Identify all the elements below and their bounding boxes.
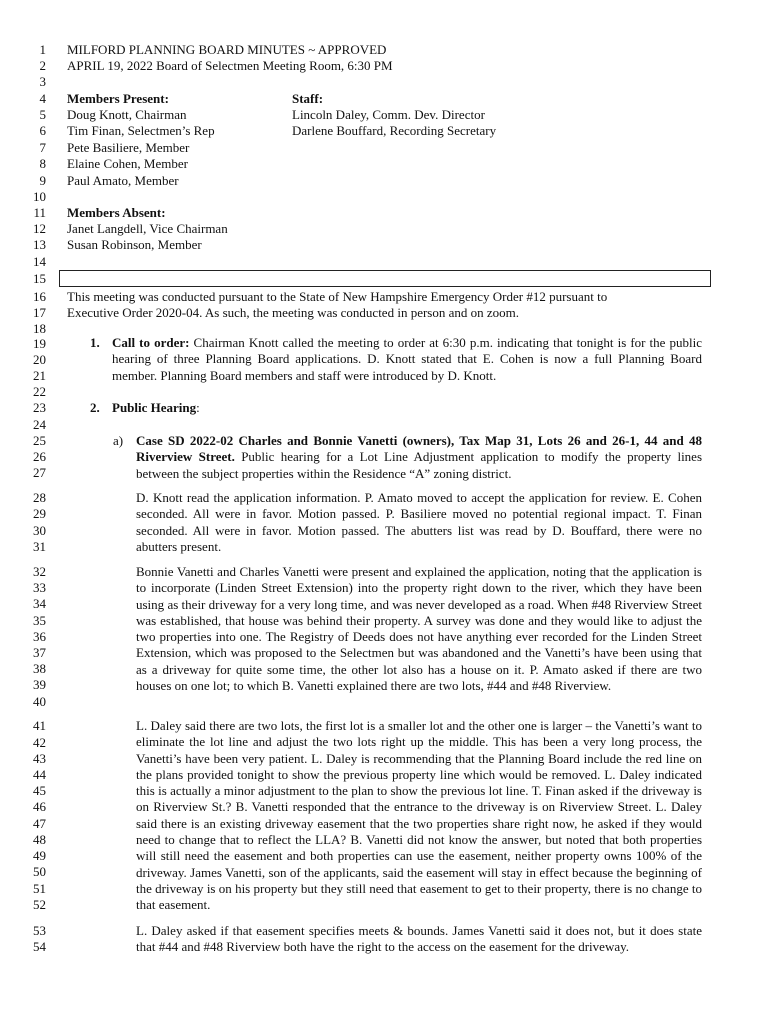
member-present: Doug Knott, Chairman bbox=[67, 107, 187, 122]
line-number: 47 bbox=[33, 816, 46, 831]
line-number: 43 bbox=[33, 751, 46, 766]
line-number: 7 bbox=[39, 140, 46, 155]
line-number: 42 bbox=[33, 735, 46, 750]
item-1-heading: Call to order: bbox=[112, 335, 190, 350]
line-number: 16 bbox=[33, 289, 46, 304]
line-number: 29 bbox=[33, 506, 46, 521]
line-number: 13 bbox=[33, 237, 46, 252]
line-number: 33 bbox=[33, 580, 46, 595]
line-number: 4 bbox=[39, 91, 46, 106]
discussion-paragraph: L. Daley said there are two lots, the first lot is a smaller lot and the other one is larger – the Vanetti’s want to eliminate the lot line and adjust the two lots right up the middle. This has been a very long process, the Vanetti’s have been very patient. L. Daley is recommending that the Planning Board include the red line on the plans provided tonight to show the previous property line which would be removed. L. Daley indicated this is actually a minor adjustment to the plan to show the previous lot line. T. Finan asked if the driveway is on Riverview St.? B. Vanetti responded that the entrance to the driveway is on Riverview Street. L. Daley said there is an existing driveway easement that the two properties share right now, he asked if they would need to change that to reflect the LLA? B. Vanetti did not know the answer, but noted that both properties will still need the easement and both properties can use the easement, neither property owns 100% of the driveway. James Vanetti, son of the applicants, said the easement will stay in effect because the beginning of the driveway is on his property but they still need that easement to get to their property, there is no change to that easement. bbox=[136, 718, 702, 913]
member-absent: Janet Langdell, Vice Chairman bbox=[67, 221, 228, 236]
line-number: 14 bbox=[33, 254, 46, 269]
item-1-number: 1. bbox=[90, 335, 100, 350]
line-number: 3 bbox=[39, 74, 46, 89]
line-number: 40 bbox=[33, 694, 46, 709]
item-2-heading: Public Hearing bbox=[112, 400, 197, 415]
line-number: 9 bbox=[39, 173, 46, 188]
line-number: 18 bbox=[33, 321, 46, 336]
item-2-colon: : bbox=[196, 400, 200, 415]
line-number: 37 bbox=[33, 645, 46, 660]
line-number: 32 bbox=[33, 564, 46, 579]
item-1-paragraph bbox=[112, 335, 702, 384]
staff-member: Darlene Bouffard, Recording Secretary bbox=[292, 123, 497, 138]
line-number: 10 bbox=[33, 189, 46, 204]
line-number: 6 bbox=[39, 123, 46, 138]
discussion-paragraph: D. Knott read the application information. P. Amato moved to accept the application for review. E. Cohen seconded. All were in favor. Motion passed. P. Basiliere moved no potential regional impact. T. Finan seconded. All were in favor. Motion passed. The abutters list was read by D. Bouffard, there were no abutters present. bbox=[136, 490, 702, 554]
line-number: 12 bbox=[33, 221, 46, 236]
line-number: 20 bbox=[33, 352, 46, 367]
staff-heading: Staff: bbox=[292, 91, 324, 106]
member-absent: Susan Robinson, Member bbox=[67, 237, 202, 252]
item-2-heading-line bbox=[112, 400, 200, 416]
line-number: 19 bbox=[33, 336, 46, 351]
line-number: 2 bbox=[39, 58, 46, 73]
case-a-paragraph bbox=[136, 433, 702, 482]
line-number: 15 bbox=[33, 271, 46, 286]
staff-member: Lincoln Daley, Comm. Dev. Director bbox=[292, 107, 485, 122]
line-number: 28 bbox=[33, 490, 46, 505]
line-number: 50 bbox=[33, 864, 46, 879]
line-number: 54 bbox=[33, 939, 46, 954]
discussion-paragraph: Bonnie Vanetti and Charles Vanetti were present and explained the application, noting that the application is to incorporate (Linden Street Extension) into the property right down to the river, which they have been using as their driveway for a very long time, and was never developed as a road. When #48 Riverview Street was established, that house was behind their property. A survey was done and they would like to adjust the two properties into one. The Registry of Deeds does not have anything ever recorded for the Linden Street Extension, which was proposed to the Selectmen but was abandoned and the Vanetti’s have been using that as a driveway for quite some time, the other lot also has a house on it. P. Amato asked if there are two houses on one lot; to which B. Vanetti explained there are two lots, #44 and #48 Riverview. bbox=[136, 564, 702, 694]
line-number: 21 bbox=[33, 368, 46, 383]
item-2-number: 2. bbox=[90, 400, 100, 415]
discussion-paragraph: L. Daley asked if that easement specifies meets & bounds. James Vanetti said it does not, but it does state that #44 and #48 Riverview both have the right to the access on the easement for the driveway. bbox=[136, 923, 702, 955]
line-number: 45 bbox=[33, 783, 46, 798]
case-a-heading: Case SD 2022-02 Charles and Bonnie Vanetti (owners), Tax Map 31, Lots 26 and 26-1, 44 and 48 Riverview Street. bbox=[136, 433, 702, 465]
meeting-date-place: APRIL 19, 2022 Board of Selectmen Meeting Room, 6:30 PM bbox=[67, 58, 393, 73]
line-number: 49 bbox=[33, 848, 46, 863]
line-number: 30 bbox=[33, 523, 46, 538]
line-number: 36 bbox=[33, 629, 46, 644]
line-number: 48 bbox=[33, 832, 46, 847]
line-number: 35 bbox=[33, 613, 46, 628]
line-number: 1 bbox=[39, 42, 46, 57]
line-number: 52 bbox=[33, 897, 46, 912]
case-a-text: Public hearing for a Lot Line Adjustment application to modify the property lines between the subject properties within the Residence “A” zoning district. bbox=[136, 449, 703, 481]
line-number: 46 bbox=[33, 799, 46, 814]
line-number: 17 bbox=[33, 305, 46, 320]
member-present: Tim Finan, Selectmen’s Rep bbox=[67, 123, 215, 138]
document-title: MILFORD PLANNING BOARD MINUTES ~ APPROVED bbox=[67, 42, 387, 57]
intro-paragraph: This meeting was conducted pursuant to the State of New Hampshire Emergency Order #12 pursuant to Executive Order 2020-04. As such, the meeting was conducted in person and on zoom. bbox=[67, 289, 608, 321]
line-number: 11 bbox=[33, 205, 46, 220]
members-present-heading: Members Present: bbox=[67, 91, 169, 106]
line-number: 8 bbox=[39, 156, 46, 171]
members-absent-heading: Members Absent: bbox=[67, 205, 166, 220]
member-present: Elaine Cohen, Member bbox=[67, 156, 188, 171]
member-present: Paul Amato, Member bbox=[67, 173, 179, 188]
line-number: 27 bbox=[33, 465, 46, 480]
line-number: 41 bbox=[33, 718, 46, 733]
line-number: 34 bbox=[33, 596, 46, 611]
line-number: 22 bbox=[33, 384, 46, 399]
line-number: 53 bbox=[33, 923, 46, 938]
line-number: 38 bbox=[33, 661, 46, 676]
case-a-letter: a) bbox=[113, 433, 124, 448]
line-number: 23 bbox=[33, 400, 46, 415]
line-number: 31 bbox=[33, 539, 46, 554]
blank-box bbox=[59, 270, 711, 287]
line-number: 51 bbox=[33, 881, 46, 896]
line-number: 39 bbox=[33, 677, 46, 692]
member-present: Pete Basiliere, Member bbox=[67, 140, 190, 155]
line-number: 26 bbox=[33, 449, 46, 464]
line-number: 44 bbox=[33, 767, 46, 782]
item-1-text: Chairman Knott called the meeting to order at 6:30 p.m. indicating that tonight is for the public hearing of three Planning Board applications. D. Knott stated that E. Cohen is now a full Planning Board member. Planning Board members and staff were introduced by D. Knott. bbox=[112, 335, 702, 383]
line-number: 5 bbox=[39, 107, 46, 122]
line-number: 24 bbox=[33, 417, 46, 432]
line-number: 25 bbox=[33, 433, 46, 448]
